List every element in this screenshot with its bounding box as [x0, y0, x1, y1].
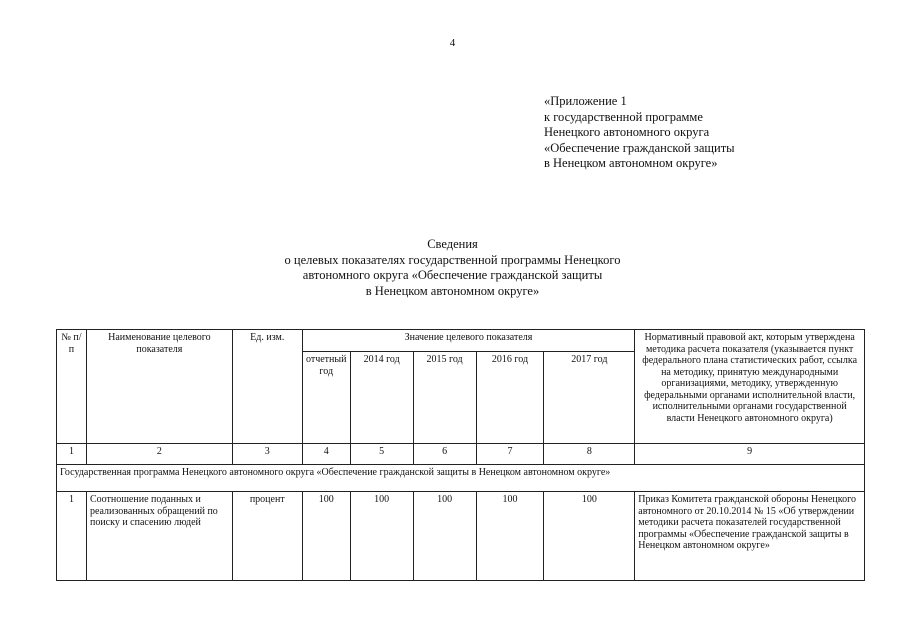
row-2015-value: 100	[413, 492, 476, 581]
header-2014: 2014 год	[350, 352, 413, 444]
appendix-line: «Приложение 1	[544, 94, 627, 108]
row-legal-act: Приказ Комитета гражданской обороны Ненецкого автономного от 20.10.2014 № 15 «Об утверждении методики расчета показателей государственной программы «Обеспечение гражданской защиты в Ненецком автономном округе»	[635, 492, 865, 581]
program-row	[57, 465, 865, 492]
row-2017-value: 100	[544, 492, 635, 581]
column-number: 3	[232, 444, 302, 465]
target-indicators-table	[56, 329, 865, 581]
column-number: 5	[350, 444, 413, 465]
header-name: Наименование целевого показателя	[86, 330, 232, 444]
heading-line: в Ненецком автономном округе»	[365, 283, 540, 298]
appendix-line: к государственной программе	[544, 109, 703, 124]
header-act: Нормативный правовой акт, которым утверждена методика расчета показателя (указывается пункт федерального плана статистических работ, ссылка на методику, принятую международными организациями, методику, утвержденную федеральными органами исполнительной власти, исполнительными органами государственной власти Ненецкого автономного округа)	[635, 330, 865, 444]
header-unit: Ед. изм.	[232, 330, 302, 444]
header-2017: 2017 год	[544, 352, 635, 444]
header-reporting-year: отчетный год	[302, 352, 350, 444]
column-number-row	[57, 444, 865, 465]
column-number: 6	[413, 444, 476, 465]
column-number: 9	[635, 444, 865, 465]
column-number: 4	[302, 444, 350, 465]
document-heading	[0, 237, 905, 299]
row-unit: процент	[232, 492, 302, 581]
row-indicator-name: Соотношение поданных и реализованных обращений по поиску и спасению людей	[86, 492, 232, 581]
heading-title: Сведения	[427, 237, 478, 251]
header-num: № п/п	[57, 330, 87, 444]
column-number: 1	[57, 444, 87, 465]
appendix-line: «Обеспечение гражданской защиты	[544, 140, 735, 155]
page-number: 4	[449, 37, 456, 49]
column-number: 2	[86, 444, 232, 465]
program-title: Государственная программа Ненецкого автономного округа «Обеспечение гражданской защиты в Ненецком автономном округе»	[57, 465, 865, 492]
row-2016-value: 100	[476, 492, 544, 581]
header-2016: 2016 год	[476, 352, 544, 444]
row-num: 1	[57, 492, 87, 581]
appendix-block	[544, 94, 735, 172]
row-2014-value: 100	[350, 492, 413, 581]
appendix-line: Ненецкого автономного округа	[544, 125, 710, 139]
table-header-row	[57, 330, 865, 352]
table-row	[57, 492, 865, 581]
row-reporting-value: 100	[302, 492, 350, 581]
column-number: 7	[476, 444, 544, 465]
heading-line: о целевых показателях государственной программы Ненецкого	[284, 252, 621, 267]
header-value-group: Значение целевого показателя	[302, 330, 635, 352]
appendix-line: в Ненецком автономном округе»	[544, 156, 718, 170]
header-2015: 2015 год	[413, 352, 476, 444]
heading-line: автономного округа «Обеспечение гражданской защиты	[302, 268, 603, 282]
column-number: 8	[544, 444, 635, 465]
